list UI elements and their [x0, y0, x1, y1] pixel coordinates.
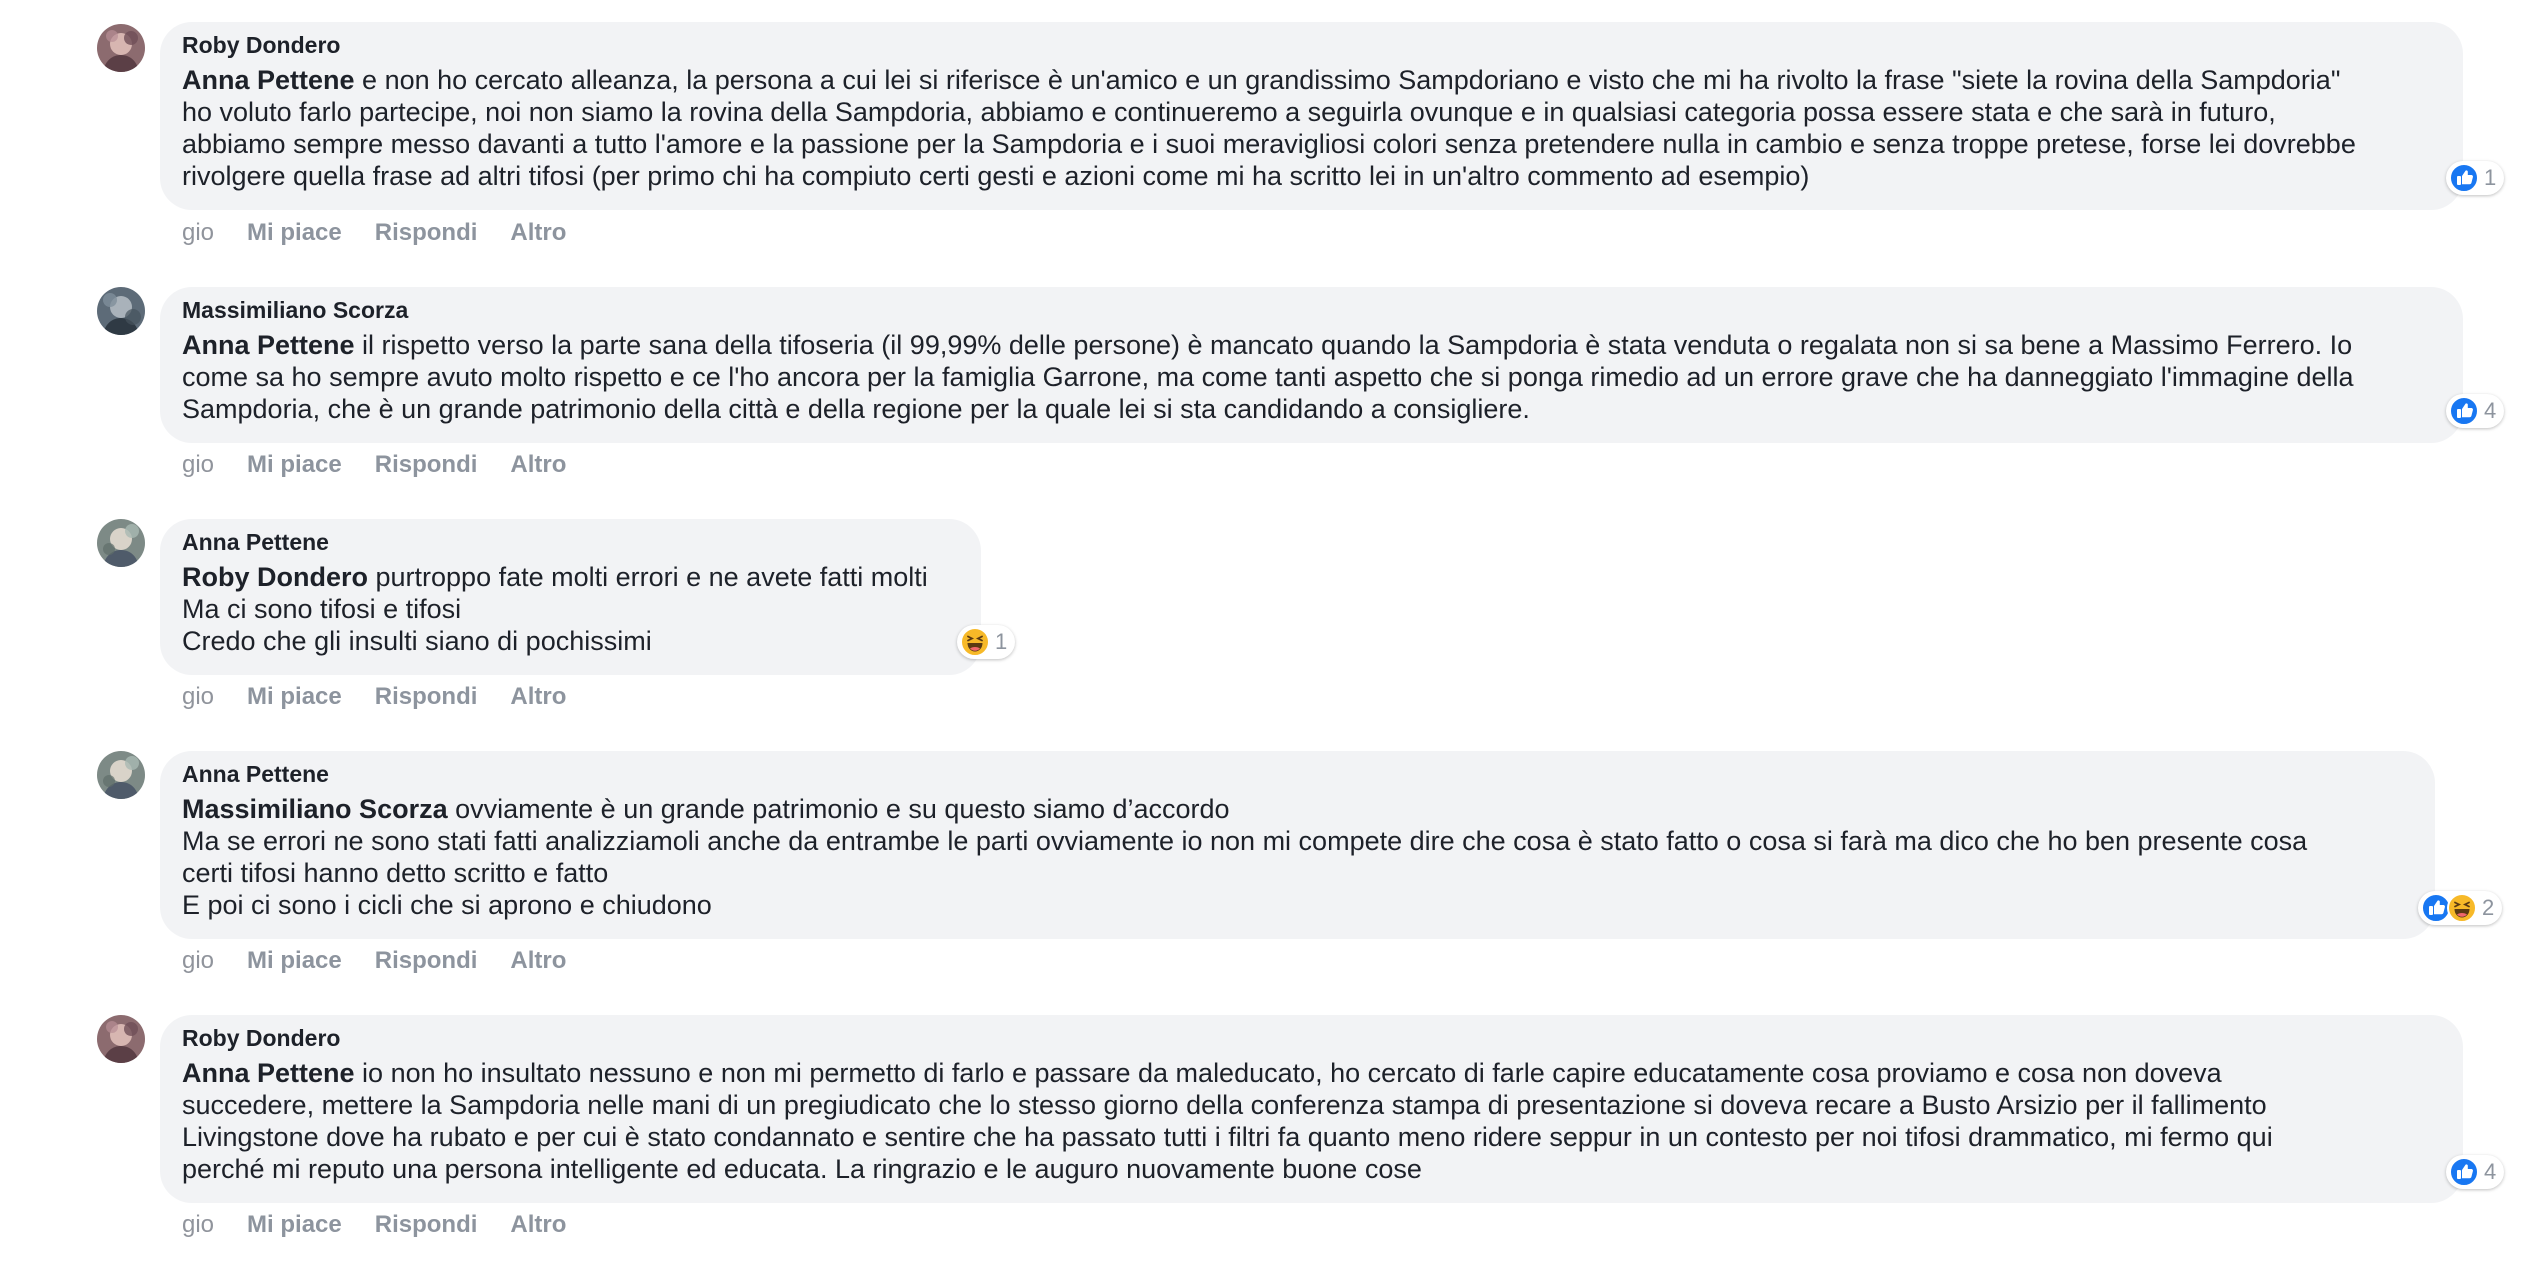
comment-text [182, 64, 2441, 192]
reaction-summary[interactable] [957, 625, 1015, 659]
comment-text-content: Livingstone dove ha rubato e per cui è stato condannato e sentire che ha passato tutti i filtri fa quanto meno ridere seppur in un contesto per noi tifosi drammatico, mi fermo qui [182, 1122, 2273, 1152]
mention-link[interactable]: Anna Pettene [182, 330, 355, 360]
reply-button[interactable]: Rispondi [374, 219, 478, 246]
comment-text [182, 561, 959, 657]
reply-button[interactable]: Rispondi [374, 1211, 478, 1238]
comment-text-content: Ma ci sono tifosi e tifosi [182, 594, 462, 624]
reply-button[interactable]: Rispondi [374, 947, 478, 974]
comment-text-content: succedere, mettere la Sampdoria nelle mani di un pregiudicato che lo stesso giorno della conferenza stampa di presentazione si doveva recare a Busto Arsizio per il fallimento [182, 1090, 2267, 1120]
comment-text-line [182, 1089, 2441, 1121]
reaction-summary[interactable] [2446, 161, 2504, 195]
comment-bubble [160, 22, 2463, 210]
comment-text-line [182, 128, 2441, 160]
like-button[interactable]: Mi piace [247, 1211, 342, 1238]
comment-text-content: ovviamente è un grande patrimonio e su questo siamo d’accordo [447, 794, 1230, 824]
comment-timestamp[interactable]: gio [182, 219, 215, 246]
like-icon [2449, 1157, 2479, 1187]
comment-timestamp[interactable]: gio [182, 947, 215, 974]
comment-timestamp[interactable]: gio [182, 451, 215, 478]
comment-text-content: il rispetto verso la parte sana della tifoseria (il 99,99% delle persone) è mancato quando la Sampdoria è stata venduta o regalata non si sa bene a Massimo Ferrero. Io [354, 330, 2353, 360]
comment-text-line [182, 889, 2413, 921]
mention-link[interactable]: Anna Pettene [182, 65, 355, 95]
comment-text-line [182, 1057, 2441, 1089]
comment-actions [182, 451, 599, 479]
comment-text-content: e non ho cercato alleanza, la persona a cui lei si riferisce è un'amico e un grandissimo Sampdoriano e visto che mi ha rivolto la frase "siete la rovina della Sampdoria" [354, 65, 2341, 95]
comment-text [182, 1057, 2441, 1185]
comment-text-line [182, 857, 2413, 889]
avatar[interactable] [97, 287, 145, 335]
reaction-count: 4 [2484, 398, 2497, 423]
reaction-count: 1 [995, 629, 1008, 654]
comment-text-content: Sampdoria, che è un grande patrimonio della città e della regione per la quale lei si sta candidando a consigliere. [182, 394, 1530, 424]
avatar[interactable] [97, 751, 145, 799]
comment-author-link[interactable]: Massimiliano Scorza [182, 297, 409, 323]
haha-icon [960, 627, 990, 657]
more-button[interactable]: Altro [510, 683, 567, 710]
reaction-summary[interactable] [2446, 1155, 2504, 1189]
comment-author-link[interactable]: Roby Dondero [182, 1025, 341, 1051]
like-button[interactable]: Mi piace [247, 219, 342, 246]
comment-actions [182, 947, 599, 975]
comment-text-content: purtroppo fate molti errori e ne avete fatti molti [368, 562, 928, 592]
like-button[interactable]: Mi piace [247, 683, 342, 710]
like-icon [2449, 396, 2479, 426]
comment-text-line [182, 96, 2441, 128]
reaction-count: 2 [2482, 895, 2495, 920]
reply-button[interactable]: Rispondi [374, 683, 478, 710]
like-button[interactable]: Mi piace [247, 451, 342, 478]
avatar[interactable] [97, 1015, 145, 1063]
more-button[interactable]: Altro [510, 1211, 567, 1238]
haha-icon [2447, 893, 2477, 923]
comment-text-line [182, 825, 2413, 857]
reaction-summary[interactable] [2446, 394, 2504, 428]
comment-bubble [160, 519, 981, 675]
comment-text-line [182, 329, 2441, 361]
comment-bubble [160, 751, 2435, 939]
comment-text-content: come sa ho sempre avuto molto rispetto e ce l'ho ancora per la famiglia Garrone, ma come tanti aspetto che si ponga rimedio ad un errore grave che ha danneggiato l'immagine della [182, 362, 2354, 392]
like-button[interactable]: Mi piace [247, 947, 342, 974]
mention-link[interactable]: Massimiliano Scorza [182, 794, 448, 824]
comment-text-content: certi tifosi hanno detto scritto e fatto [182, 858, 609, 888]
more-button[interactable]: Altro [510, 947, 567, 974]
reply-button[interactable]: Rispondi [374, 451, 478, 478]
comment-text-content: io non ho insultato nessuno e non mi permetto di farlo e passare da maleducato, ho cercato di farle capire educatamente cosa proviamo e cosa non doveva [354, 1058, 2222, 1088]
comment-text [182, 793, 2413, 921]
comment-text-content: Credo che gli insulti siano di pochissimi [182, 626, 652, 656]
comment-text-content: Ma se errori ne sono stati fatti analizziamoli anche da entrambe le parti ovviamente io non mi compete dire che cosa è stato fatto o cosa si farà ma dico che ho ben presente cosa [182, 826, 2308, 856]
comment-actions [182, 219, 599, 247]
comment-text-line [182, 1153, 2441, 1185]
comment-text-content: rivolgere quella frase ad altri tifosi (per primo chi ha compiuto certi gesti e azioni come mi ha scritto lei in un'altro commento ad esempio) [182, 161, 1810, 191]
comment-text-line [182, 393, 2441, 425]
reaction-summary[interactable] [2418, 891, 2502, 925]
comment-timestamp[interactable]: gio [182, 1211, 215, 1238]
comment-text-line [182, 793, 2413, 825]
mention-link[interactable]: Anna Pettene [182, 1058, 355, 1088]
comment-text-line [182, 625, 959, 657]
avatar[interactable] [97, 24, 145, 72]
comment-actions [182, 683, 599, 711]
comment-author-link[interactable]: Anna Pettene [182, 529, 329, 555]
comment-actions [182, 1211, 599, 1239]
like-icon [2449, 163, 2479, 193]
comment-text [182, 329, 2441, 425]
comment-text-line [182, 64, 2441, 96]
comment-text-line [182, 361, 2441, 393]
mention-link[interactable]: Roby Dondero [182, 562, 368, 592]
comment-text-line [182, 160, 2441, 192]
comment-text-line [182, 561, 959, 593]
comment-text-content: abbiamo sempre messo davanti a tutto l'amore e la passione per la Sampdoria e i suoi meravigliosi colori senza pretendere nulla in cambio e senza troppe pretese, forse lei dovrebbe [182, 129, 2356, 159]
comment-text-content: ho voluto farlo partecipe, noi non siamo la rovina della Sampdoria, abbiamo e continueremo a seguirla ovunque e in qualsiasi categoria possa essere stata e che sarà in futuro, [182, 97, 2276, 127]
comment-text-line [182, 593, 959, 625]
comment-bubble [160, 1015, 2463, 1203]
comment-timestamp[interactable]: gio [182, 683, 215, 710]
comment-text-content: perché mi reputo una persona intelligente ed educata. La ringrazio e le auguro nuovamente buone cose [182, 1154, 1422, 1184]
reaction-count: 4 [2484, 1159, 2497, 1184]
comment-text-line [182, 1121, 2441, 1153]
more-button[interactable]: Altro [510, 219, 567, 246]
reaction-count: 1 [2484, 165, 2497, 190]
more-button[interactable]: Altro [510, 451, 567, 478]
comment-text-content: E poi ci sono i cicli che si aprono e chiudono [182, 890, 712, 920]
comment-bubble [160, 287, 2463, 443]
comment-author-link[interactable]: Roby Dondero [182, 32, 341, 58]
avatar[interactable] [97, 519, 145, 567]
comment-author-link[interactable]: Anna Pettene [182, 761, 329, 787]
